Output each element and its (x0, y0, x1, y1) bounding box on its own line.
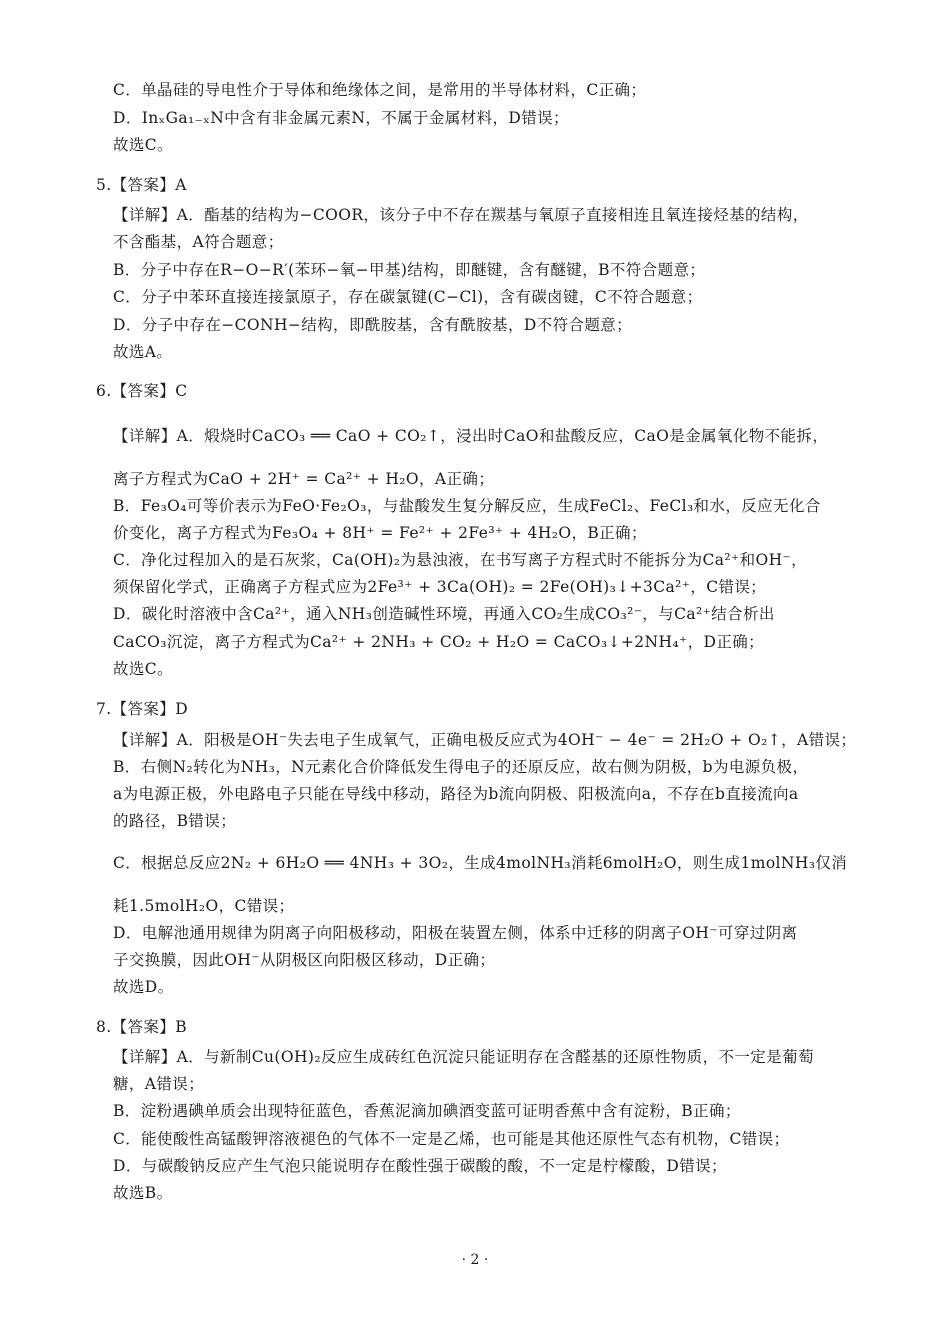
text-line: 的路径，B错误； (113, 812, 237, 830)
text-line: CaCO₃沉淀，离子方程式为Ca²⁺ + 2NH₃ + CO₂ + H₂O = CaCO₃↓+2NH₄⁺，D正确； (113, 633, 765, 651)
text-line: 须保留化学式，正确离子方程式应为2Fe³⁺ + 3Ca(OH)₂ = 2Fe(OH)₃↓+3Ca²⁺，C错误； (113, 578, 767, 596)
text-line: 【详解】A．阳极是OH⁻失去电子生成氧气，正确电极反应式为4OH⁻ − 4e⁻ = 2H₂O + O₂↑，A错误； (113, 731, 857, 749)
text-line: 故选A。 (113, 343, 173, 361)
text-line: D．电解池通用规律为阴离子向阳极移动，阳极在装置左侧，体系中迁移的阴离子OH⁻可穿过阴离 (113, 924, 798, 942)
text-line: 离子方程式为CaO + 2H⁺ = Ca²⁺ + H₂O，A正确； (113, 470, 495, 488)
text-line: 子交换膜，因此OH⁻从阴极区向阳极区移动，D正确； (113, 951, 496, 969)
text-line: C．能使酸性高锰酸钾溶液褪色的气体不一定是乙烯，也可能是其他还原性气态有机物，C错误； (113, 1130, 790, 1148)
text-line: D．InₓGa₁₋ₓN中含有非金属元素N，不属于金属材料，D错误； (113, 109, 569, 127)
text-line: 故选B。 (113, 1184, 173, 1202)
text-line: a为电源正极，外电路电子只能在导线中移动，路径为b流向阴极、阳极流向a，不存在b直接流向a (113, 785, 799, 803)
text-line: D．碳化时溶液中含Ca²⁺，通入NH₃创造碱性环境，再通入CO₂生成CO₃²⁻，与Ca²⁺结合析出 (113, 605, 775, 623)
text-line: 【详解】A．煅烧时CaCO₃ ══ CaO + CO₂↑，浸出时CaO和盐酸反应，CaO是金属氧化物不能拆， (113, 427, 829, 445)
text-line: C．分子中苯环直接连接氯原子，存在碳氯键(C−Cl)，含有碳卤键，C不符合题意； (113, 288, 703, 306)
text-line: 【详解】A．酯基的结构为−COOR，该分子中不存在羰基与氧原子直接相连且氧连接烃基的结构， (113, 206, 809, 224)
text-line: B．分子中存在R−O−R′(苯环−氧−甲基)结构，即醚键，含有醚键，B不符合题意； (113, 261, 706, 279)
text-line: C．单晶硅的导电性介于导体和绝缘体之间，是常用的半导体材料，C正确； (113, 81, 647, 99)
text-line: 糖，A错误； (113, 1075, 205, 1093)
text-line: B．Fe₃O₄可等价表示为FeO·Fe₂O₃，与盐酸发生复分解反应，生成FeCl₂、FeCl₃和水，反应无化合 (113, 497, 821, 515)
text-line: B．淀粉遇碘单质会出现特征蓝色，香蕉泥滴加碘酒变蓝可证明香蕉中含有淀粉，B正确； (113, 1102, 741, 1120)
page-number: · 2 · (461, 1252, 489, 1268)
text-line: 耗1.5molH₂O，C错误； (113, 897, 295, 915)
answer-heading: 6.【答案】C (96, 382, 188, 400)
answer-heading: 8.【答案】B (96, 1018, 187, 1036)
text-line: B．右侧N₂转化为NH₃，N元素化合价降低发生得电子的还原反应，故右侧为阴极，b为电源负极， (113, 758, 809, 776)
text-line: 价变化，离子方程式为Fe₃O₄ + 8H⁺ = Fe²⁺ + 2Fe³⁺ + 4H₂O，B正确； (113, 524, 647, 542)
text-line: D．与碳酸钠反应产生气泡只能说明存在酸性强于碳酸的酸，不一定是柠檬酸，D错误； (113, 1157, 727, 1175)
answer-heading: 7.【答案】D (96, 700, 189, 718)
text-line: 故选D。 (113, 978, 174, 996)
text-line: C．根据总反应2N₂ + 6H₂O ══ 4NH₃ + 3O₂，生成4molNH₃消耗6molH₂O，则生成1molNH₃仅消 (113, 854, 848, 872)
text-line: 故选C。 (113, 660, 173, 678)
text-line: 不含酯基，A符合题意； (113, 233, 284, 251)
text-line: 【详解】A．与新制Cu(OH)₂反应生成砖红色沉淀只能证明存在含醛基的还原性物质，不一定是葡萄 (113, 1048, 814, 1066)
text-line: 故选C。 (113, 136, 173, 154)
text-line: C．净化过程加入的是石灰浆，Ca(OH)₂为悬浊液，在书写离子方程式时不能拆分为Ca²⁺和OH⁻， (113, 551, 807, 569)
text-line: D．分子中存在−CONH−结构，即酰胺基，含有酰胺基，D不符合题意； (113, 316, 633, 334)
answer-heading: 5.【答案】A (96, 176, 187, 194)
